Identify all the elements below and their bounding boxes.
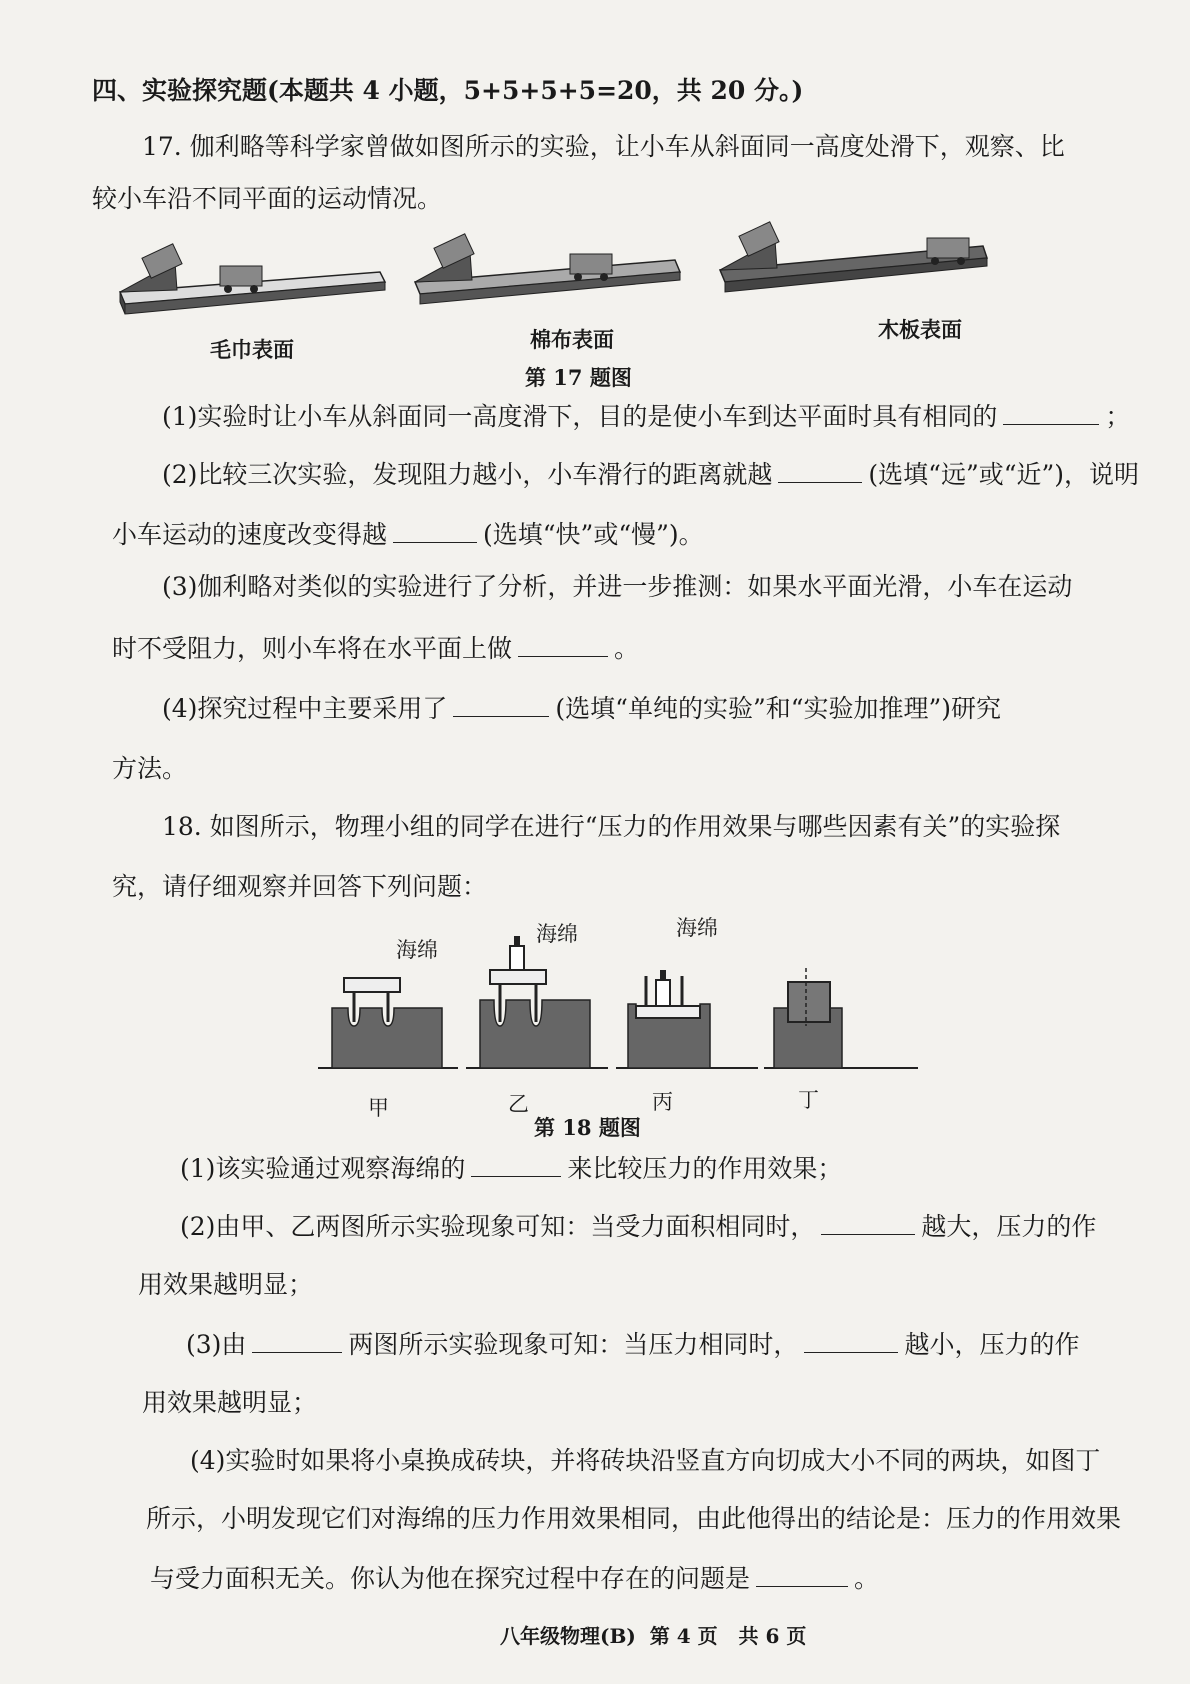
- q17-part2: [162, 456, 1139, 492]
- q17-part3: (3)伽利略对类似的实验进行了分析，并进一步推测：如果水平面光滑，小车在运动: [162, 572, 1073, 601]
- sponge-label-jia: 海绵: [396, 938, 438, 962]
- q17-part1: [162, 398, 1130, 434]
- q18-part3-text2: 两图所示实验现象可知：当压力相同时，: [348, 1330, 799, 1359]
- q17-part4-blank[interactable]: [453, 690, 549, 717]
- q18-figure-caption: 第 18 题图: [534, 1115, 641, 1140]
- q17-part1-text: (1)实验时让小车从斜面同一高度滑下，目的是使小车到达平面时具有相同的: [162, 402, 998, 431]
- panel-bing: [616, 970, 758, 1068]
- q17-part2-text: (2)比较三次实验，发现阻力越小，小车滑行的距离就越: [162, 460, 773, 489]
- q18-part2-cont: 用效果越明显；: [138, 1270, 314, 1299]
- q17-part4-text: (4)探究过程中主要采用了: [162, 694, 448, 723]
- panel-yi: [466, 936, 608, 1068]
- section-note: (本题共 4 小题，5+5+5+5=20，共 20 分。): [267, 76, 804, 105]
- q18-part3-text: (3)由: [186, 1330, 247, 1359]
- section-title: 四、实验探究题: [92, 76, 268, 105]
- q17-part2-text2: 小车运动的速度改变得越: [112, 520, 388, 549]
- q18-part3-end: 越小，压力的作: [904, 1330, 1080, 1359]
- q18-part3: [186, 1326, 1079, 1362]
- towel-setup: [120, 244, 385, 314]
- page-footer: [500, 1620, 806, 1649]
- surface-label-towel: 毛巾表面: [210, 337, 294, 362]
- footer-page-number: 第 4 页: [649, 1624, 718, 1648]
- brick-ding: [788, 982, 830, 1022]
- cotton-setup: [415, 234, 680, 304]
- panel-label-yi: 乙: [508, 1092, 529, 1116]
- q18-part1: [180, 1150, 842, 1186]
- q18-part2: [180, 1208, 1096, 1244]
- panel-label-bing: 丙: [652, 1090, 673, 1114]
- q18-part1-text: (1)该实验通过观察海绵的: [180, 1154, 466, 1183]
- q17-part2-hint: (选填“远”或“近”)，说明: [868, 460, 1140, 489]
- cart-on-towel: [220, 266, 262, 286]
- q18-part2-end: 越大，压力的作: [921, 1212, 1097, 1241]
- table-top-bing: [636, 1006, 700, 1018]
- q17-part2-blank1[interactable]: [778, 456, 862, 483]
- q17-part4-hint: (选填“单纯的实验”和“实验加推理”)研究: [555, 694, 1002, 723]
- q17-part3-blank[interactable]: [518, 630, 608, 657]
- q17-part4: [162, 690, 1001, 726]
- wood-setup: [720, 222, 987, 292]
- q18-part4-text: 与受力面积无关。你认为他在探究过程中存在的问题是: [150, 1564, 751, 1593]
- footer-total-pages: 共 6 页: [738, 1624, 807, 1648]
- q18-part3-blank1[interactable]: [252, 1326, 342, 1353]
- panel-label-jia: 甲: [368, 1096, 389, 1120]
- sponge-label-bing: 海绵: [676, 916, 718, 940]
- surface-label-cotton: 棉布表面: [530, 327, 614, 352]
- q17-part2-cont: [112, 516, 704, 552]
- q18-part4-end: 。: [854, 1564, 880, 1593]
- surface-label-wood: 木板表面: [878, 317, 962, 342]
- panel-ding: [764, 968, 918, 1068]
- cart-on-wood: [927, 238, 969, 258]
- q18-part1-blank[interactable]: [471, 1150, 561, 1177]
- q18-part3-blank2[interactable]: [804, 1326, 898, 1353]
- footer-subject: 八年级物理(B): [500, 1624, 636, 1648]
- q18-intro-line2: 究，请仔细观察并回答下列问题：: [112, 872, 488, 901]
- q18-part4-cont1: 所示，小明发现它们对海绵的压力作用效果相同，由此他得出的结论是：压力的作用效果: [146, 1504, 1122, 1533]
- panel-label-ding: 丁: [798, 1088, 819, 1112]
- q17-part2-hint2: (选填“快”或“慢”)。: [483, 520, 704, 549]
- q17-part2-blank2[interactable]: [393, 516, 477, 543]
- q18-intro-line1: 18. 如图所示，物理小组的同学在进行“压力的作用效果与哪些因素有关”的实验探: [162, 812, 1061, 841]
- q18-part2-text: (2)由甲、乙两图所示实验现象可知：当受力面积相同时，: [180, 1212, 816, 1241]
- q17-part3-text: 时不受阻力，则小车将在水平面上做: [112, 634, 513, 663]
- weight-yi: [510, 946, 524, 970]
- q17-part1-blank[interactable]: [1003, 398, 1099, 425]
- q17-intro-line1: 17. 伽利略等科学家曾做如图所示的实验，让小车从斜面同一高度处滑下，观察、比: [142, 132, 1065, 161]
- q17-figure-caption: 第 17 题图: [525, 365, 632, 390]
- q17-part3-end: 。: [614, 634, 640, 663]
- q17-figure: [115, 232, 1015, 322]
- q18-part1-end: 来比较压力的作用效果；: [567, 1154, 843, 1183]
- weight-bing: [656, 980, 670, 1006]
- cart-on-cotton: [570, 254, 612, 274]
- section-header: [92, 74, 803, 108]
- q18-part4: (4)实验时如果将小桌换成砖块，并将砖块沿竖直方向切成大小不同的两块，如图丁: [190, 1446, 1101, 1475]
- q18-part2-blank[interactable]: [821, 1208, 915, 1235]
- q17-intro-line2: 较小车沿不同平面的运动情况。: [92, 184, 443, 213]
- q18-part3-cont: 用效果越明显；: [142, 1388, 318, 1417]
- table-top-jia: [344, 978, 400, 992]
- q17-part3-cont: [112, 630, 639, 666]
- q18-part4-cont2: [150, 1560, 879, 1596]
- q17-part4-cont: 方法。: [112, 754, 188, 783]
- table-top-yi: [490, 970, 546, 984]
- q18-part4-blank[interactable]: [756, 1560, 848, 1587]
- panel-jia: [318, 978, 458, 1068]
- sponge-label-yi: 海绵: [536, 922, 578, 946]
- q17-part1-end: ；: [1105, 402, 1131, 431]
